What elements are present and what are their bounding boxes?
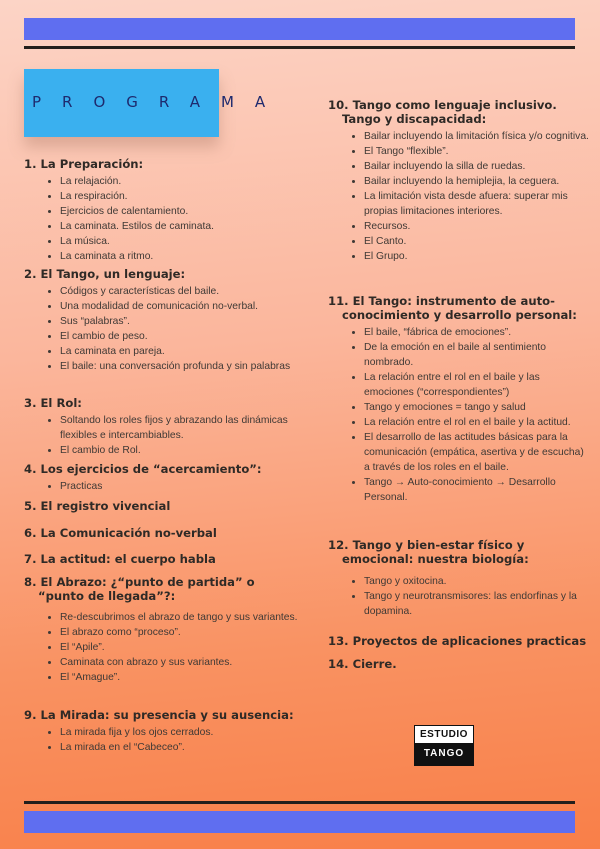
- section-1: [24, 157, 299, 264]
- bottom-divider: [24, 801, 575, 804]
- list-item: • La mirada en el “Cabeceo”.: [60, 740, 299, 755]
- logo-bottom-text: TANGO: [415, 743, 473, 765]
- section-heading: 11. El Tango: instrumento de auto-conocimiento y desarrollo personal:: [328, 294, 577, 322]
- section-9: [24, 708, 299, 755]
- section-heading: 1. La Preparación:: [24, 157, 144, 171]
- section-heading: 8. El Abrazo: ¿“punto de partida” o “punto de llegada”?:: [24, 575, 255, 603]
- section-heading: 4. Los ejercicios de “acercamiento”:: [24, 462, 262, 476]
- list-item: • El baile: una conversación profunda y sin palabras: [60, 359, 299, 374]
- logo-top-text: ESTUDIO: [420, 729, 468, 740]
- section-heading: 6. La Comunicación no-verbal: [24, 526, 217, 540]
- section-heading: 3. El Rol:: [24, 396, 82, 410]
- list-item: • La caminata a ritmo.: [60, 249, 299, 264]
- list-item: • El “Apile”.: [60, 640, 299, 655]
- list-item: • El cambio de peso.: [60, 329, 299, 344]
- section-heading: 13. Proyectos de aplicaciones practicas: [328, 634, 587, 648]
- list-item: • Bailar incluyendo la silla de ruedas.: [364, 159, 590, 174]
- list-item: • Tango y neurotransmisores: las endorfinas y la dopamina.: [364, 589, 590, 619]
- list-item: • Caminata con abrazo y sus variantes.: [60, 655, 299, 670]
- list-item: • Tango → Auto-conocimiento → Desarrollo Personal.: [364, 475, 590, 505]
- bottom-blue-bar: [24, 811, 575, 833]
- section-12: [328, 538, 590, 619]
- list-item: • La caminata en pareja.: [60, 344, 299, 359]
- list-item: • El Grupo.: [364, 249, 590, 264]
- section-7: [24, 552, 299, 566]
- list-item: • El abrazo como “proceso”.: [60, 625, 299, 640]
- list-item: • La música.: [60, 234, 299, 249]
- section-11: [328, 294, 590, 505]
- list-item: • La relación entre el rol en el baile y la actitud.: [364, 415, 590, 430]
- list-item: • Ejercicios de calentamiento.: [60, 204, 299, 219]
- list-item: • La relación entre el rol en el baile y las emociones (“correspondientes”): [364, 370, 590, 400]
- page-title: PROGRAMA: [32, 93, 287, 111]
- list-item: • La relajación.: [60, 174, 299, 189]
- list-item: • La limitación vista desde afuera: superar mis propias limitaciones interiores.: [364, 189, 590, 219]
- list-item: • El cambio de Rol.: [60, 443, 299, 458]
- section-4: [24, 462, 299, 494]
- list-item: • Tango y emociones = tango y salud: [364, 400, 590, 415]
- section-heading: 10. Tango como lenguaje inclusivo. Tango y discapacidad:: [328, 98, 557, 126]
- section-2: [24, 267, 299, 374]
- list-item: • La caminata. Estilos de caminata.: [60, 219, 299, 234]
- list-item: • El Tango “flexible”.: [364, 144, 590, 159]
- section-heading: 14. Cierre.: [328, 657, 397, 671]
- list-item: • Re-descubrimos el abrazo de tango y sus variantes.: [60, 610, 299, 625]
- section-13: [328, 634, 590, 648]
- list-item: • El baile, “fábrica de emociones”.: [364, 325, 590, 340]
- title-box: [24, 69, 287, 137]
- list-item: • Bailar incluyendo la limitación física y/o cognitiva.: [364, 129, 590, 144]
- list-item: • Recursos.: [364, 219, 590, 234]
- section-8: [24, 575, 299, 685]
- list-item: • Soltando los roles fijos y abrazando las dinámicas flexibles e intercambiables.: [60, 413, 299, 443]
- section-heading: 7. La actitud: el cuerpo habla: [24, 552, 216, 566]
- top-divider: [24, 46, 575, 49]
- list-item: • El “Amague”.: [60, 670, 299, 685]
- list-item: • Practicas: [60, 479, 299, 494]
- section-heading: 5. El registro vivencial: [24, 499, 171, 513]
- top-blue-bar: [24, 18, 575, 40]
- section-3: [24, 396, 299, 458]
- estudio-tango-logo: [414, 725, 474, 766]
- section-14: [328, 657, 590, 671]
- list-item: • Tango y oxitocina.: [364, 574, 590, 589]
- list-item: • La respiración.: [60, 189, 299, 204]
- section-heading: 2. El Tango, un lenguaje:: [24, 267, 186, 281]
- list-item: • Códigos y características del baile.: [60, 284, 299, 299]
- list-item: • Sus “palabras”.: [60, 314, 299, 329]
- list-item: • Una modalidad de comunicación no-verbal.: [60, 299, 299, 314]
- list-item: • Bailar incluyendo la hemiplejia, la ceguera.: [364, 174, 590, 189]
- section-5: [24, 499, 299, 513]
- section-heading: 9. La Mirada: su presencia y su ausencia:: [24, 708, 294, 722]
- list-item: • El desarrollo de las actitudes básicas para la comunicación (empática, asertiva y de escucha) a través de los roles en el baile.: [364, 430, 590, 475]
- list-item: • La mirada fija y los ojos cerrados.: [60, 725, 299, 740]
- list-item: • El Canto.: [364, 234, 590, 249]
- section-heading: 12. Tango y bien-estar físico y emocional: nuestra biología:: [328, 538, 529, 566]
- section-10: [328, 98, 590, 264]
- list-item: • De la emoción en el baile al sentimiento nombrado.: [364, 340, 590, 370]
- section-6: [24, 526, 299, 540]
